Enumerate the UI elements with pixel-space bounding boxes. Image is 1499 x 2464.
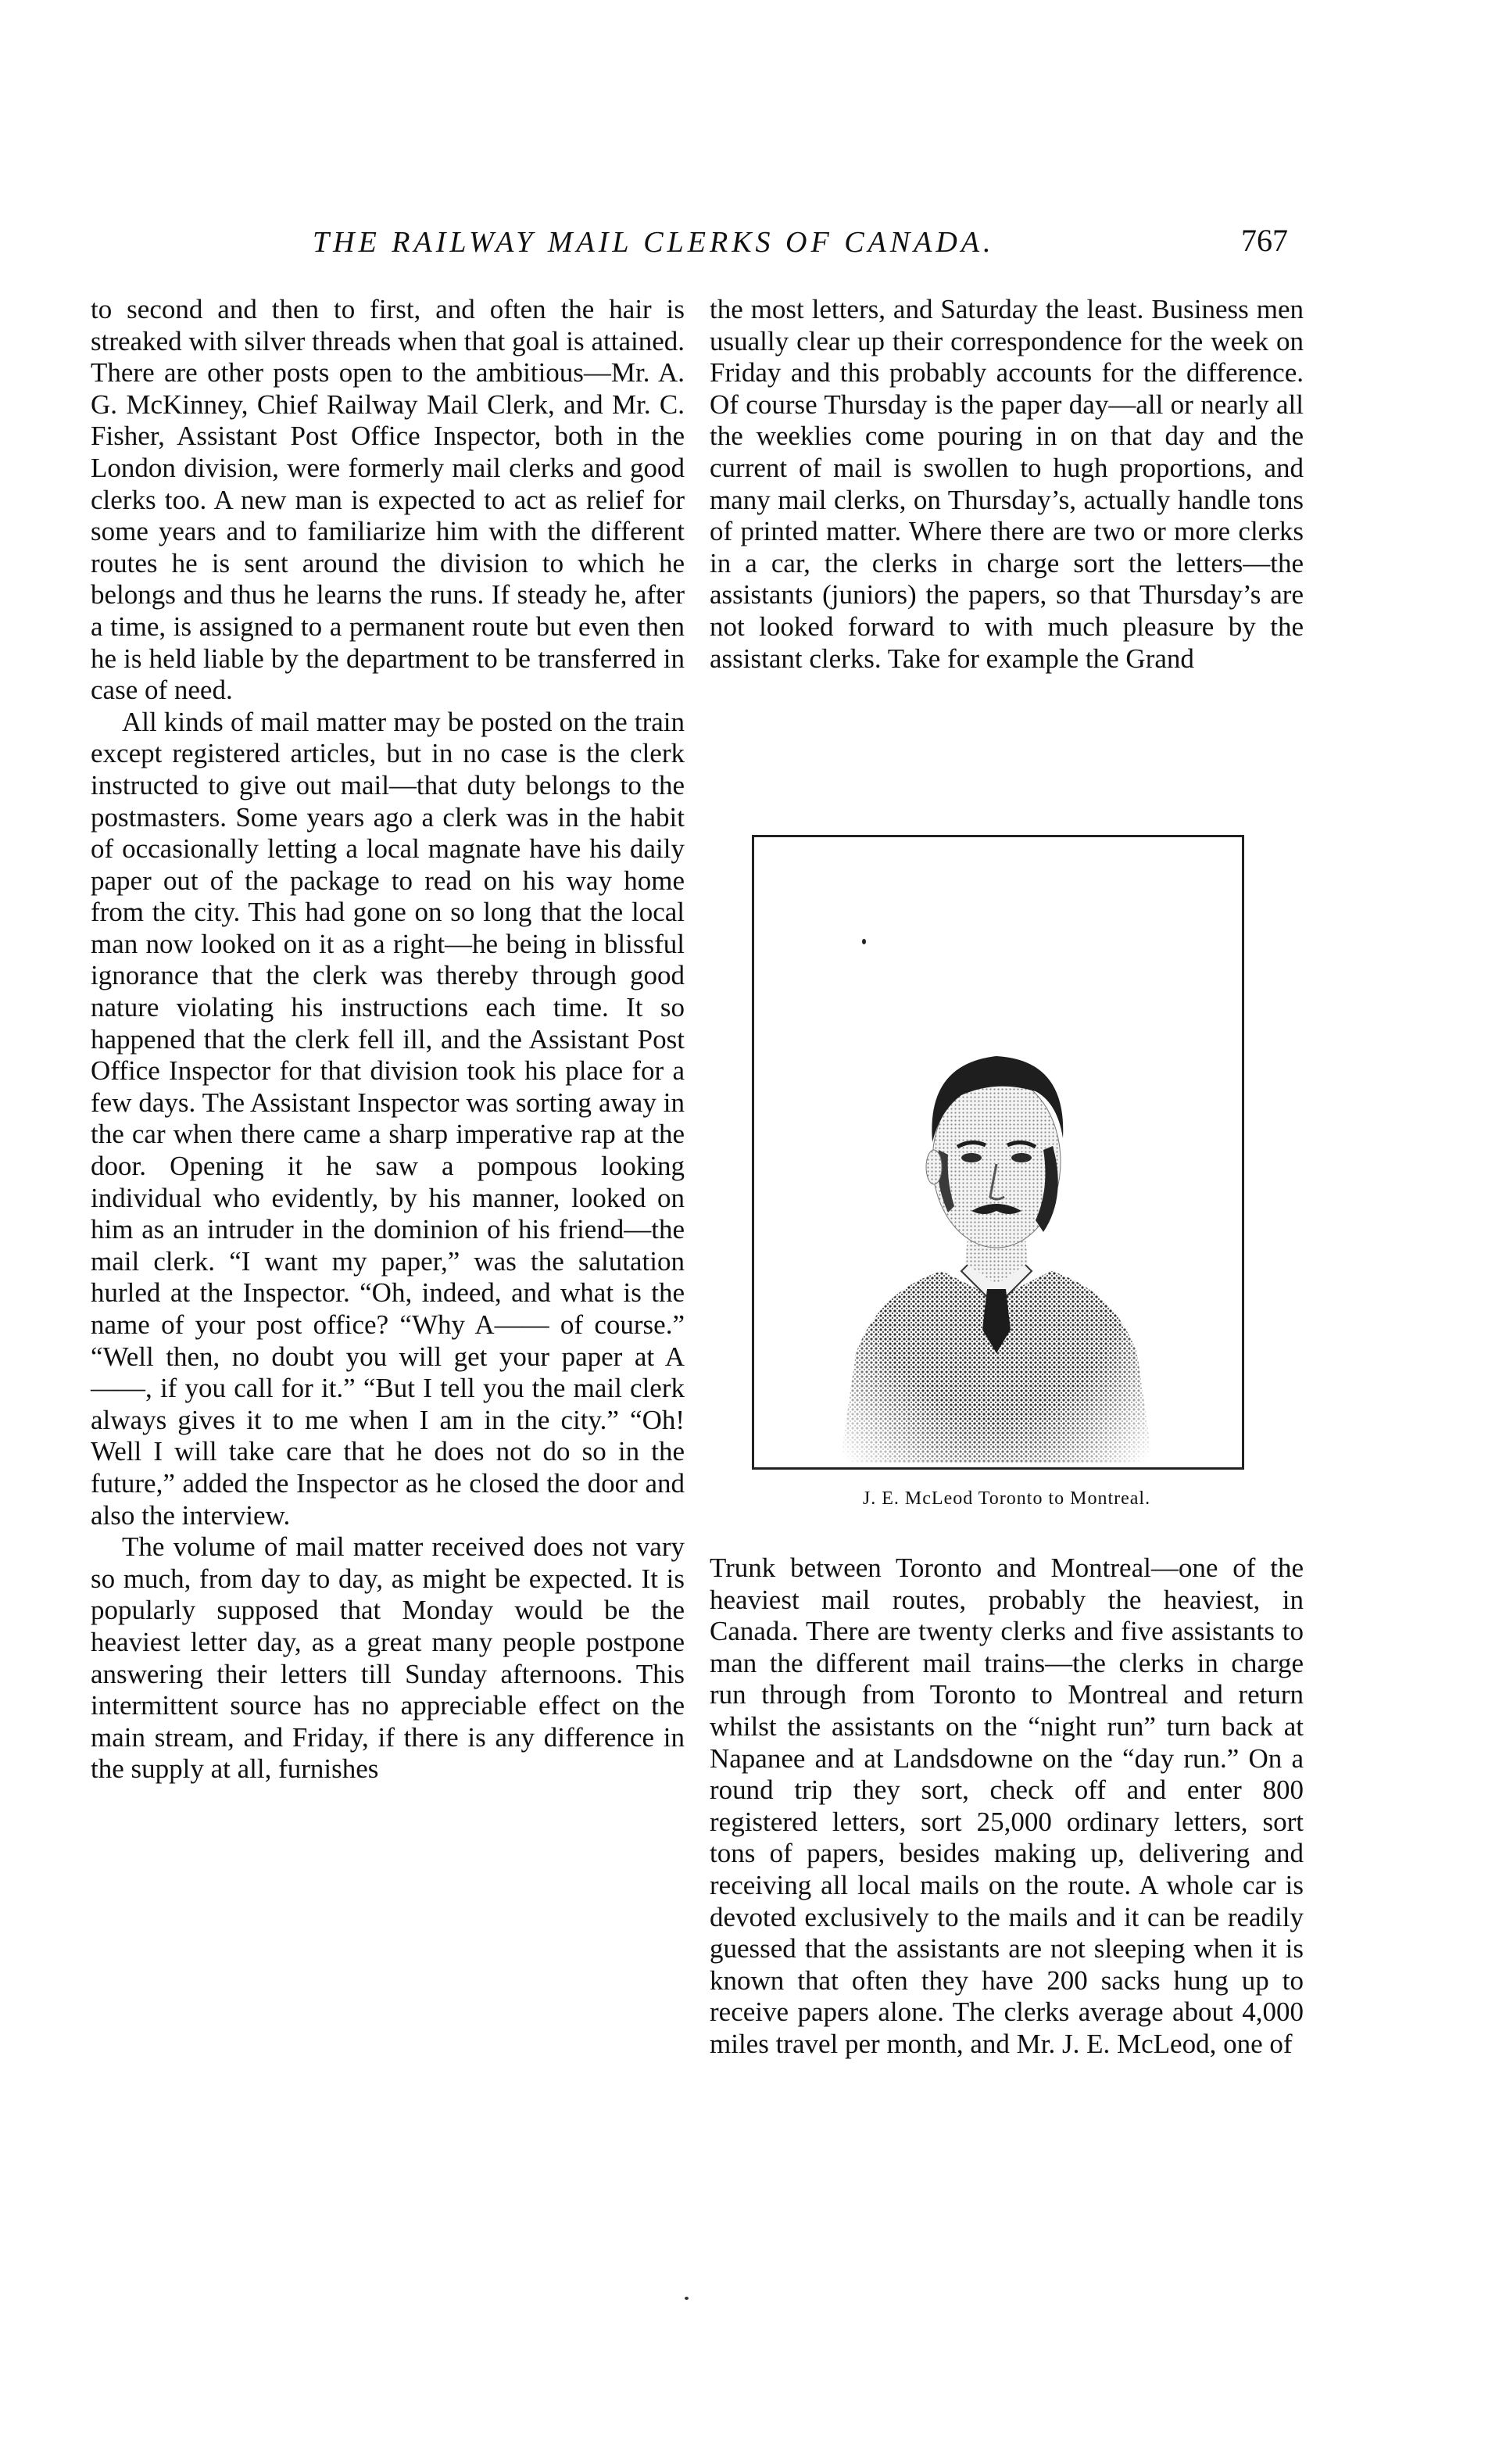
right-paragraph-lower: Trunk between Toronto and Montreal—one of the heaviest mail routes, probably the heaviest, in Canada. There are twenty clerks and five assistants to man the different mail trains—the clerks in charge run through from Toronto to Montreal and return whilst the assistants on the “night run” turn back at Napanee and at Landsdowne on the “day run.” On a round trip they sort, check off and enter 800 registered letters, sort 25,000 ordinary letters, sort tons of papers, besides making up, delivering and receiving all local mails on the route. A whole car is devoted exclusively to the mails and it can be readily guessed that the assistants are not sleeping when it is known that often they have 200 sacks hung up to receive papers alone. The clerks average about 4,000 miles travel per month, and Mr. J. E. McLeod, one of (710, 1553, 1304, 2059)
running-header (0, 217, 1499, 264)
figure-caption: J. E. McLeod Toronto to Montreal. (862, 1488, 1151, 1509)
left-paragraph-1: to second and then to first, and often the hair is streaked with silver threads when that goal is attained. There are other posts open to the ambitious—Mr. A. G. McKinney, Chief Railway Mail Clerk, and Mr. C. Fisher, Assistant Post Office Inspector, both in the London division, were formerly mail clerks and good clerks too. A new man is expected to act as relief for some years and to familiarize him with the different routes he is sent around the division to which he belongs and thus he learns the runs. If steady he, after a time, is assigned to a permanent route but even then he is held liable by the department to be transferred in case of need. (91, 294, 685, 706)
right-column-lower (710, 1553, 1304, 2061)
right-paragraph-upper: the most letters, and Saturday the least. Business men usually clear up their correspondence for the week on Friday and this probably accounts for the difference. Of course Thursday is the paper day—all or nearly all the weeklies come pouring in on that day and the current of mail is swollen to hugh proportions, and many mail clerks, on Thursday’s, actually handle tons of printed matter. Where there are two or more clerks in a car, the clerks in charge sort the letters—the assistants (juniors) the papers, so that Thursday’s are not looked forward to with much pleasure by the assistant clerks. Take for example the Grand (710, 294, 1304, 674)
left-column (91, 294, 685, 1785)
print-speck-bottom (685, 2297, 689, 2300)
left-paragraph-3: The volume of mail matter received does not vary so much, from day to day, as might be expected. It is popularly supposed that Monday would be the heaviest letter day, as a great many people postpone answering their letters till Sunday afternoons. This intermittent source has no appreciable effect on the main stream, and Friday, if there is any difference in the supply at all, furnishes (91, 1531, 685, 1785)
left-paragraph-2: All kinds of mail matter may be posted on the train except registered articles, but in no case is the clerk instructed to give out mail—that duty belongs to the postmasters. Some years ago a clerk was in the habit of occasionally letting a local magnate have his daily paper out of the package to read on his way home from the city. This had gone on so long that the local man now looked on it as a right—he being in blissful ignorance that the clerk was thereby through good nature violating his instructions each time. It so happened that the clerk fell ill, and the Assistant Post Office Inspector for that division took his place for a few days. The Assistant Inspector was sorting away in the car when there came a sharp imperative rap at the door. Opening it he saw a pompous looking individual who evidently, by his manner, looked on him as an intruder in the dominion of his friend—the mail clerk. “I want my paper,” was the salutation hurled at the Inspector. “Oh, indeed, and what is the name of your post office? “Why A—— of course.” “Well then, no doubt you will get your paper at A——, if you call for it.” “But I tell you the mail clerk always gives it to me when I am in the city.” “Oh! Well I will take care that he does not do so in the future,” added the Inspector as he closed the door and also the interview. (91, 706, 685, 1531)
right-column-upper (710, 294, 1304, 675)
print-speck-top (862, 939, 866, 944)
running-title: THE RAILWAY MAIL CLERKS OF CANADA. (313, 226, 995, 259)
portrait-image (809, 962, 1184, 1463)
portrait-figure (752, 835, 1244, 1470)
page-number: 767 (1241, 223, 1288, 258)
